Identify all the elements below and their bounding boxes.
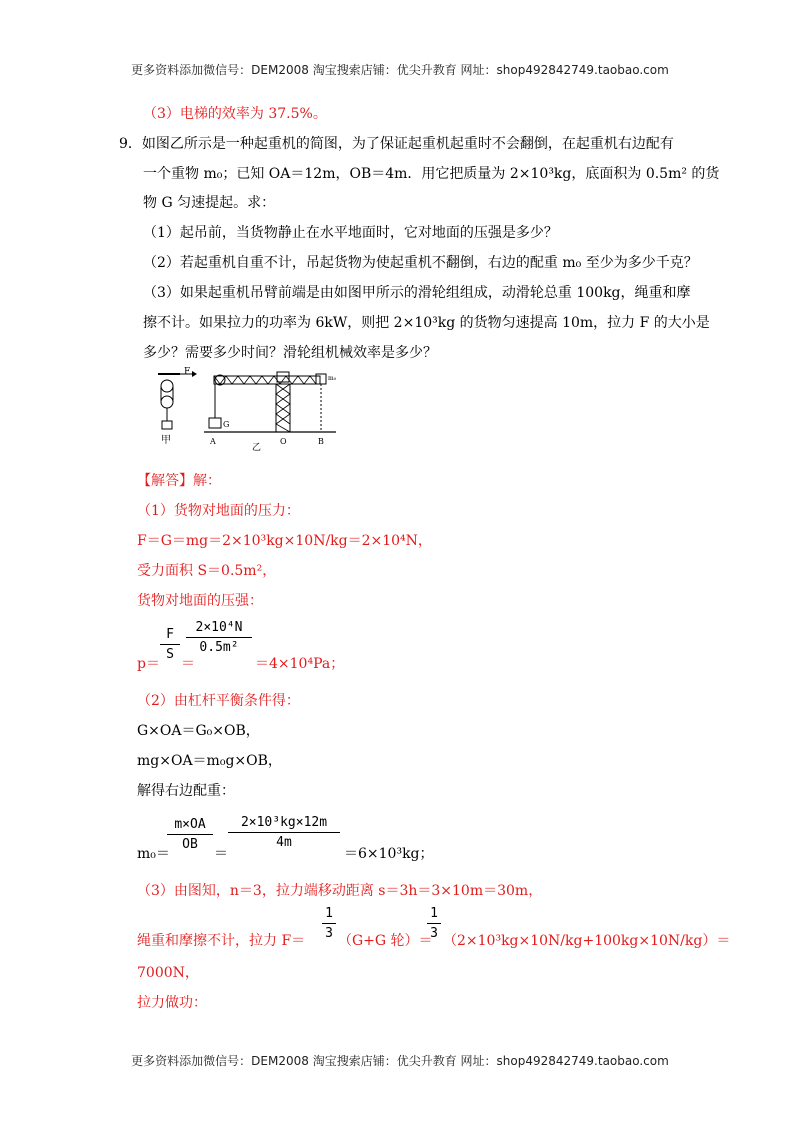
label-F: F [184, 367, 191, 377]
answer-line-6: （2）由杠杆平衡条件得： [137, 693, 300, 709]
answer-line-7: G×OA＝G₀×OB， [137, 723, 260, 739]
page-footer: 更多资料添加微信号：DEM2008 淘宝搜索店铺：优尖升教育 网址：shop492842749.taobao.com [131, 1054, 669, 1068]
answer-heading: 【解答】解： [137, 473, 221, 489]
question-9-sub-3c: 多少？需要多少时间？滑轮组机械效率是多少？ [143, 345, 437, 361]
m0-eq: ＝ [214, 846, 228, 862]
pressure-eq: ＝ [181, 656, 195, 672]
label-A: A [210, 437, 216, 446]
pressure-prefix: p＝ [137, 656, 160, 672]
fraction-pressure-values: 2×10⁴N 0.5m² [186, 620, 252, 655]
crane-figure [150, 366, 340, 458]
label-B: B [318, 437, 324, 446]
fraction-one-third-b: 1 3 [427, 906, 441, 941]
question-9-line-1: 9．如图乙所示是一种起重机的简图，为了保证起重机起重时不会翻倒，在起重机右边配有 [119, 136, 674, 152]
label-O: O [280, 437, 287, 446]
fraction-m-OA-over-OB: m×OA OB [167, 817, 213, 852]
force-middle: （G+G 轮）＝ [338, 933, 433, 949]
answer-line-1: （1）货物对地面的压力： [137, 503, 300, 519]
label-jia: 甲 [161, 435, 171, 446]
answer-line-9: 解得右边配重： [137, 783, 235, 799]
pressure-result: ＝4×10⁴Pa； [255, 656, 345, 672]
answer-line-11: （3）由图知，n＝3，拉力端移动距离 s＝3h＝3×10m＝30m， [137, 883, 543, 899]
question-9-line-2: 一个重物 m₀；已知 OA＝12m，OB＝4m．用它把质量为 2×10³kg，底面积为 0.5m² 的货 [143, 166, 720, 182]
label-G: G [223, 420, 230, 429]
question-9-line-3: 物 G 匀速提起。求： [143, 195, 276, 211]
answer-line-2: F＝G＝mg＝2×10³kg×10N/kg＝2×10⁴N， [137, 533, 432, 549]
label-yi: 乙 [252, 443, 262, 453]
answer-line-4: 货物对地面的压强： [137, 593, 263, 609]
m0-prefix: m₀＝ [137, 846, 170, 862]
question-9-sub-3b: 擦不计。如果拉力的功率为 6kW，则把 2×10³kg 的货物匀速提高 10m，拉力 F 的大小是 [143, 315, 710, 331]
fraction-m0-values: 2×10³kg×12m 4m [228, 815, 340, 850]
answer-line-8: mg×OA＝m₀g×OB， [137, 753, 282, 769]
label-m0: m₀ [328, 375, 337, 382]
fraction-F-over-S: F S [160, 627, 180, 662]
answer-line-14: 拉力做功： [137, 995, 207, 1011]
question-9-sub-2: （2）若起重机自重不计，吊起货物为使起重机不翻倒，右边的配重 m₀ 至少为多少千克？ [143, 255, 698, 271]
force-prefix: 绳重和摩擦不计，拉力 F＝ [137, 933, 306, 949]
force-values: （2×10³kg×10N/kg+100kg×10N/kg）＝ [443, 933, 731, 949]
prev-answer-line: （3）电梯的效率为 37.5%。 [143, 106, 327, 122]
question-9-sub-1: （1）起吊前，当货物静止在水平地面时，它对地面的压强是多少？ [143, 225, 558, 241]
fraction-one-third-a: 1 3 [322, 906, 336, 941]
m0-result: ＝6×10³kg； [344, 846, 434, 862]
question-9-sub-3a: （3）如果起重机吊臂前端是由如图甲所示的滑轮组组成，动滑轮总重 100kg，绳重和摩 [143, 285, 691, 301]
answer-line-3: 受力面积 S＝0.5m²， [137, 563, 277, 579]
answer-line-13: 7000N， [137, 965, 199, 981]
page-header: 更多资料添加微信号：DEM2008 淘宝搜索店铺：优尖升教育 网址：shop492842749.taobao.com [131, 63, 669, 77]
